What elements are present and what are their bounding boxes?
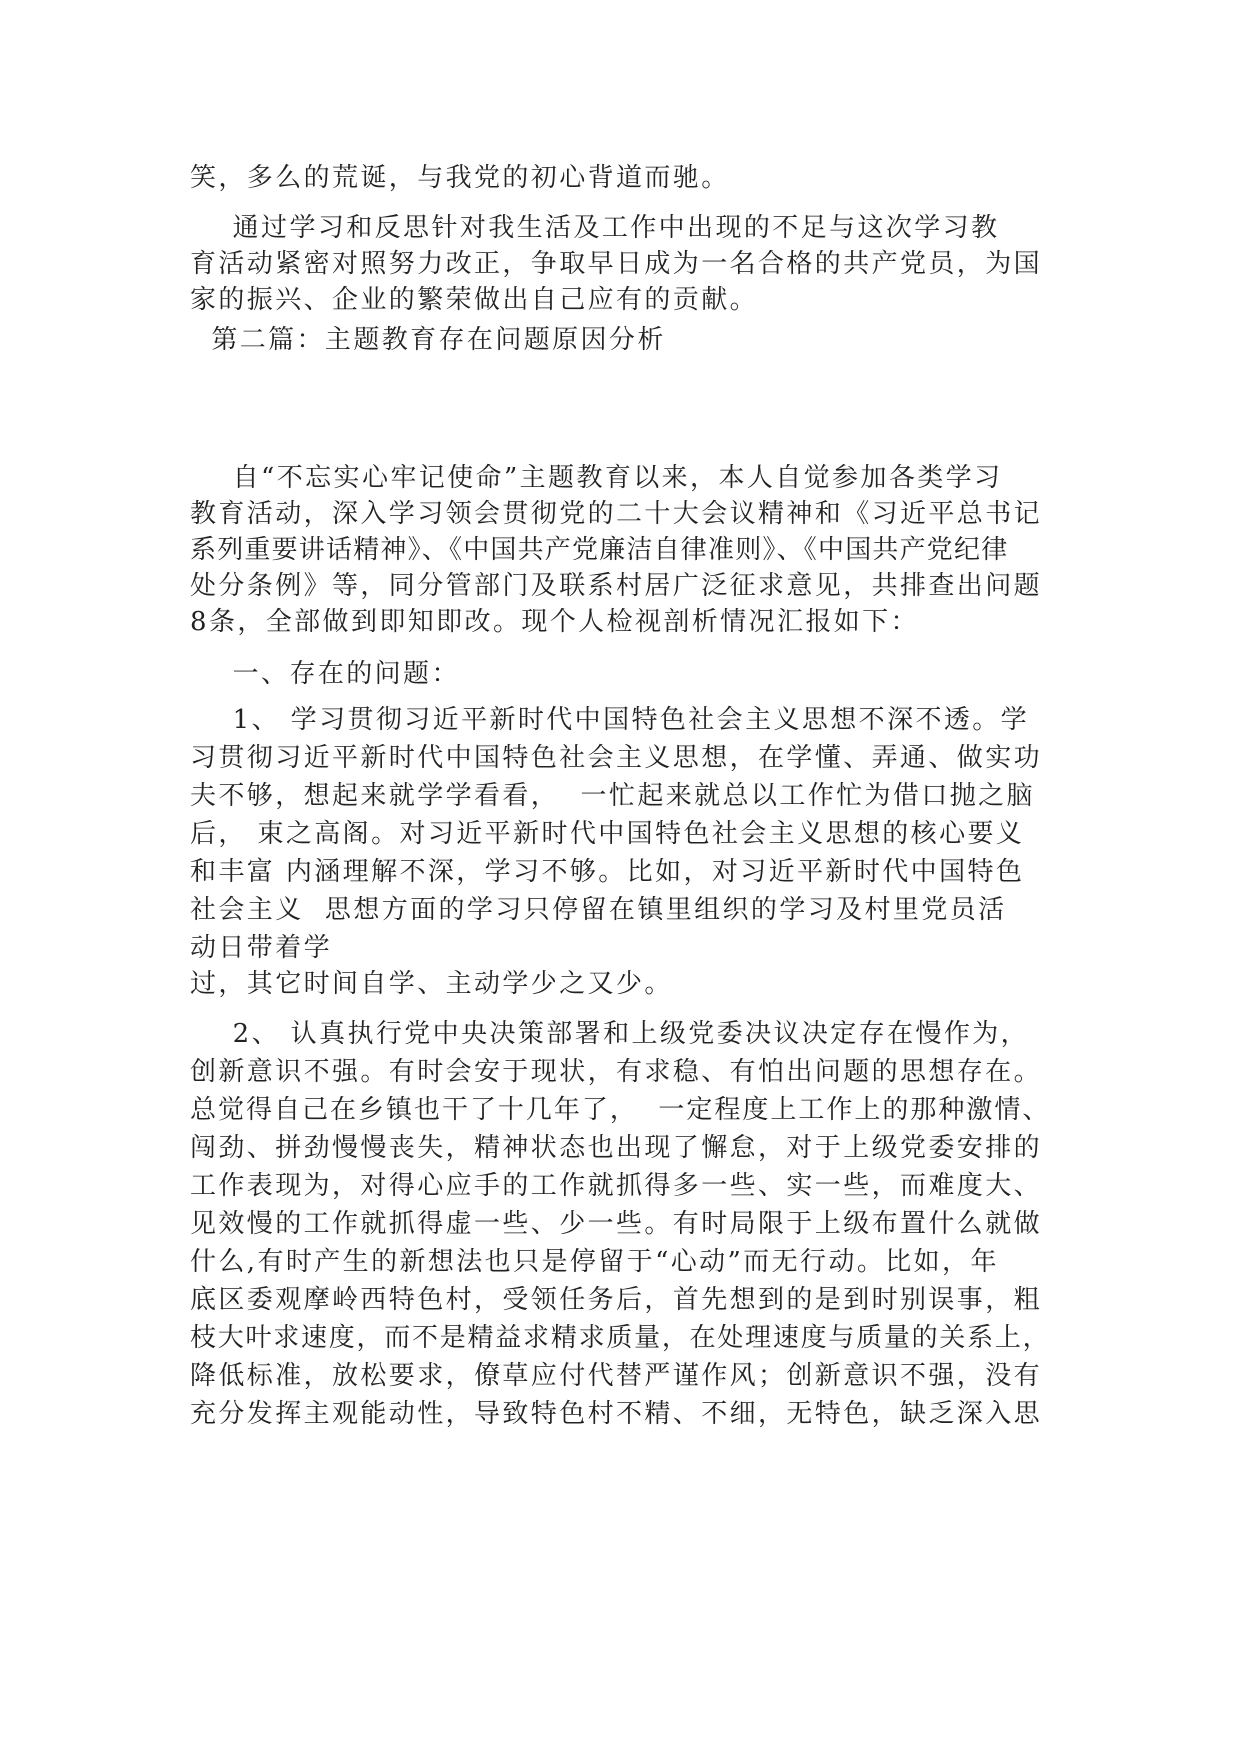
paragraph-line: 家的振兴、企业的繁荣做出自己应有的贡献。	[190, 285, 759, 315]
paragraph-line: 什么,有时产生的新想法也只是停留于“心动”而无行动。比如，年	[190, 1247, 999, 1277]
paragraph-line: 见效慢的工作就抓得虚一些、少一些。有时局限于上级布置什么就做	[190, 1209, 1043, 1239]
paragraph-line: 枝大叶求速度，而不是精益求精求质量，在处理速度与质量的关系上，	[190, 1323, 1051, 1353]
paragraph-line: 过，其它时间自学、主动学少之又少。	[190, 969, 673, 999]
paragraph-line: 通过学习和反思针对我生活及工作中出现的不足与这次学习教	[190, 213, 1000, 243]
paragraph-line: 自“不忘实心牢记使命”主题教育以来，本人自觉参加各类学习	[190, 463, 1003, 493]
paragraph-line: 总觉得自己在乡镇也干了十几年了， 一定程度上工作上的那种激情、	[190, 1095, 1051, 1125]
paragraph-line: 充分发挥主观能动性，导致特色村不精、不细，无特色，缺乏深入思	[190, 1399, 1043, 1429]
paragraph-line: 育活动紧密对照努力改正，争取早日成为一名合格的共产党员，为国	[190, 249, 1043, 279]
paragraph-line: 降低标准，放松要求，僚草应付代替严谨作风；创新意识不强，没有	[190, 1361, 1043, 1391]
paragraph-line: 闯劲、拼劲慢慢丧失，精神状态也出现了懈怠，对于上级党委安排的	[190, 1133, 1043, 1163]
subsection-heading: 一、存在的问题：	[190, 659, 460, 689]
paragraph-line: 社会主义 思想方面的学习只停留在镇里组织的学习及村里党员活	[190, 895, 1007, 925]
paragraph-line: 习贯彻习近平新时代中国特色社会主义思想，在学懂、弄通、做实功	[190, 743, 1043, 773]
paragraph-line: 工作表现为，对得心应手的工作就抓得多一些、实一些，而难度大、	[190, 1171, 1043, 1201]
paragraph-line: 系列重要讲话精神》、《中国共产党廉洁自律准则》、《中国共产党纪律	[190, 535, 1009, 565]
paragraph-line: 笑，多么的荒诞，与我党的初心背道而驰。	[190, 163, 730, 193]
paragraph-line: 1、 学习贯彻习近平新时代中国特色社会主义思想不深不透。学	[190, 705, 1030, 735]
paragraph-line: 后， 束之高阁。对习近平新时代中国特色社会主义思想的核心要义	[190, 819, 1025, 849]
paragraph-line: 处分条例》等，同分管部门及联系村居广泛征求意见，共排查出问题	[190, 571, 1043, 601]
paragraph-line: 8条，全部做到即知即改。现个人检视剖析情况汇报如下：	[190, 607, 919, 637]
paragraph-line: 底区委观摩岭西特色村，受领任务后，首先想到的是到时别误事，粗	[190, 1285, 1043, 1315]
paragraph-line: 夫不够，想起来就学学看看， 一忙起来就总以工作忙为借口抛之脑	[190, 781, 1035, 811]
paragraph-line: 教育活动，深入学习领会贯彻党的二十大会议精神和《习近平总书记	[190, 499, 1043, 529]
section-heading: 第二篇：主题教育存在问题原因分析	[190, 325, 666, 355]
paragraph-line: 创新意识不强。有时会安于现状，有求稳、有怕出问题的思想存在。	[190, 1057, 1043, 1087]
paragraph-line: 2、 认真执行党中央决策部署和上级党委决议决定存在慢作为，	[190, 1019, 1030, 1049]
paragraph-line: 和丰富 内涵理解不深，学习不够。比如，对习近平新时代中国特色	[190, 857, 1025, 887]
paragraph-line: 动日带着学	[190, 933, 333, 963]
